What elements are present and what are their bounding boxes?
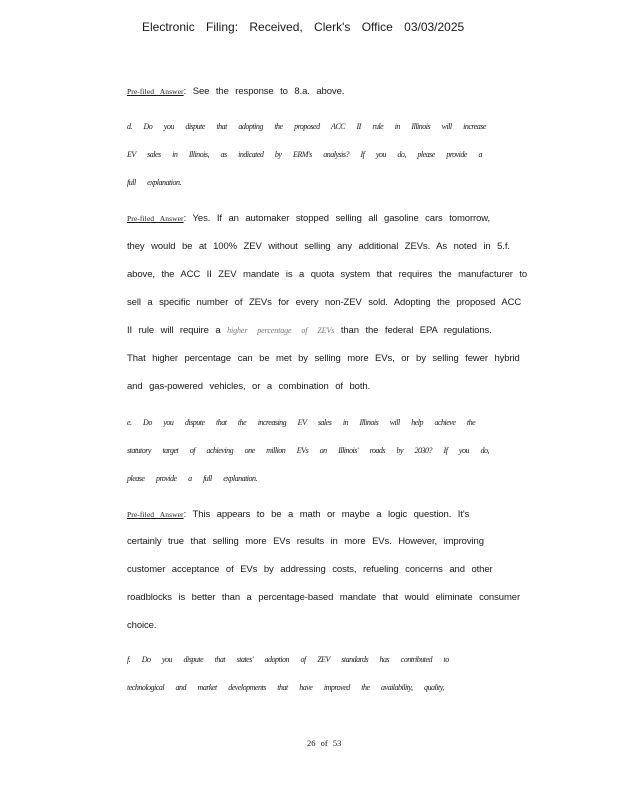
question-f-line-1: f. Do you dispute that states' adoption of ZEV standards has contributed to: [127, 655, 449, 664]
answer-d-line-2: they would be at 100% ZEV without selling any additional ZEVs. As noted in 5.f.: [127, 241, 510, 252]
question-e-line-1: e. Do you dispute that the increasing EV sales in Illinois will help achieve the: [127, 418, 476, 427]
answer-text: than the federal EPA regulations.: [340, 325, 492, 336]
question-e-line-3: please provide a full explanation.: [127, 474, 258, 483]
answer-e-line-5: choice.: [127, 620, 157, 631]
highlighted-phrase: higher percentage of ZEVs: [227, 326, 335, 335]
question-e-line-2: statutory target of achieving one million EVs on Illinois' roads by 2030? If you do,: [127, 446, 489, 455]
answer-e-line-4: roadblocks is better than a percentage-based mandate that would eliminate consumer: [127, 592, 521, 603]
answer-text: : See the response to 8.a. above.: [183, 86, 345, 97]
answer-text: : This appears to be a math or maybe a logic question. It's: [183, 509, 470, 520]
answer-d-line-7: and gas-powered vehicles, or a combination of both.: [127, 381, 371, 392]
answer-e-line-3: customer acceptance of EVs by addressing costs, refueling concerns and other: [127, 564, 493, 575]
answer-d-line-6: That higher percentage can be met by selling more EVs, or by selling fewer hybrid: [127, 353, 520, 364]
page-number: 26 of 53: [307, 738, 342, 748]
answer-text: II rule will require a: [127, 325, 221, 336]
question-d-line-3: full explanation.: [127, 178, 181, 187]
answer-block-d-line-1: [127, 213, 490, 224]
question-d-line-1: d. Do you dispute that adopting the proposed ACC II rule in Illinois will increase: [127, 122, 486, 131]
answer-d-line-3: above, the ACC II ZEV mandate is a quota system that requires the manufacturer to: [127, 269, 528, 280]
question-d-line-2: EV sales in Illinois, as indicated by ERM's analysis? If you do, please provide a: [127, 150, 482, 159]
pre-filed-answer-label: Pre-filed Answer: [127, 214, 184, 223]
pre-filed-answer-label: Pre-filed Answer: [127, 87, 184, 96]
answer-e-line-2: certainly true that selling more EVs results in more EVs. However, improving: [127, 536, 484, 547]
answer-d-line-4: sell a specific number of ZEVs for every non-ZEV sold. Adopting the proposed ACC: [127, 297, 522, 308]
answer-block-8c: [127, 86, 344, 97]
question-f-line-2: technological and market developments that have improved the availability, quality,: [127, 683, 444, 692]
answer-d-line-5: [127, 325, 492, 336]
pre-filed-answer-label: Pre-filed Answer: [127, 510, 184, 519]
answer-text: : Yes. If an automaker stopped selling all gasoline cars tomorrow,: [183, 213, 491, 224]
answer-block-e-line-1: [127, 509, 469, 520]
filing-stamp-header: Electronic Filing: Received, Clerk's Office 03/03/2025: [142, 20, 465, 34]
